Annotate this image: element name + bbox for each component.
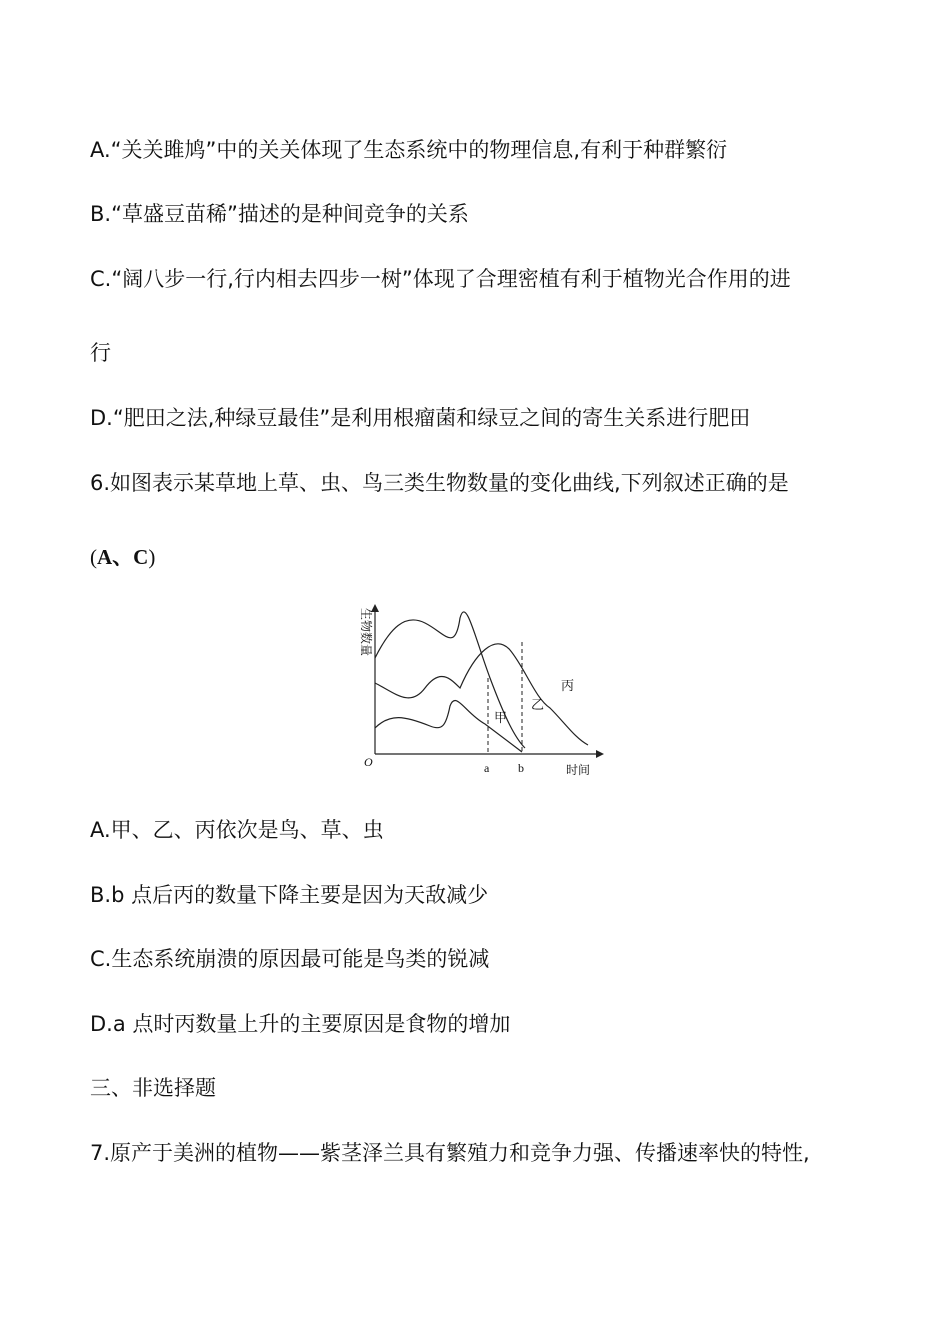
curve-yi [375, 644, 588, 745]
q5-option-c-line2: 行 [90, 341, 111, 365]
q6-answer [90, 542, 155, 572]
q7-stem: 7.原产于美洲的植物——紫茎泽兰具有繁殖力和竞争力强、传播速率快的特性, [90, 1141, 810, 1165]
q6-option-c: C.生态系统崩溃的原因最可能是鸟类的锐减 [90, 947, 490, 971]
q6-answer-value: A、C [97, 545, 149, 569]
curve-label-yi: 乙 [531, 697, 545, 712]
mark-a-label: a [484, 761, 490, 775]
q6-answer-open: ( [90, 545, 97, 569]
curve-label-jia: 甲 [494, 710, 508, 725]
curve-label-bing: 丙 [561, 678, 575, 693]
origin-label: O [364, 755, 373, 769]
curve-jia [375, 701, 522, 752]
q5-option-d: D.“肥田之法,种绿豆最佳”是利用根瘤菌和绿豆之间的寄生关系进行肥田 [90, 406, 751, 430]
q5-option-b: B.“草盛豆苗稀”描述的是种间竞争的关系 [90, 202, 469, 226]
q5-option-c-line1: C.“阔八步一行,行内相去四步一树”体现了合理密植有利于植物光合作用的进 [90, 267, 791, 291]
population-curve-figure [350, 598, 610, 788]
mark-b-label: b [518, 761, 524, 775]
x-axis-label: 时间 [566, 763, 591, 777]
q6-stem: 6.如图表示某草地上草、虫、鸟三类生物数量的变化曲线,下列叙述正确的是 [90, 471, 789, 495]
q5-option-a: A.“关关雎鸠”中的关关体现了生态系统中的物理信息,有利于种群繁衍 [90, 138, 728, 162]
q6-option-b: B.b 点后丙的数量下降主要是因为天敌减少 [90, 883, 489, 907]
q6-answer-close: ) [148, 545, 156, 569]
q6-option-d: D.a 点时丙数量上升的主要原因是食物的增加 [90, 1012, 511, 1036]
q6-option-a: A.甲、乙、丙依次是鸟、草、虫 [90, 818, 384, 842]
y-axis-label: 生物数量 [359, 608, 373, 657]
section-heading: 三、非选择题 [90, 1076, 216, 1100]
